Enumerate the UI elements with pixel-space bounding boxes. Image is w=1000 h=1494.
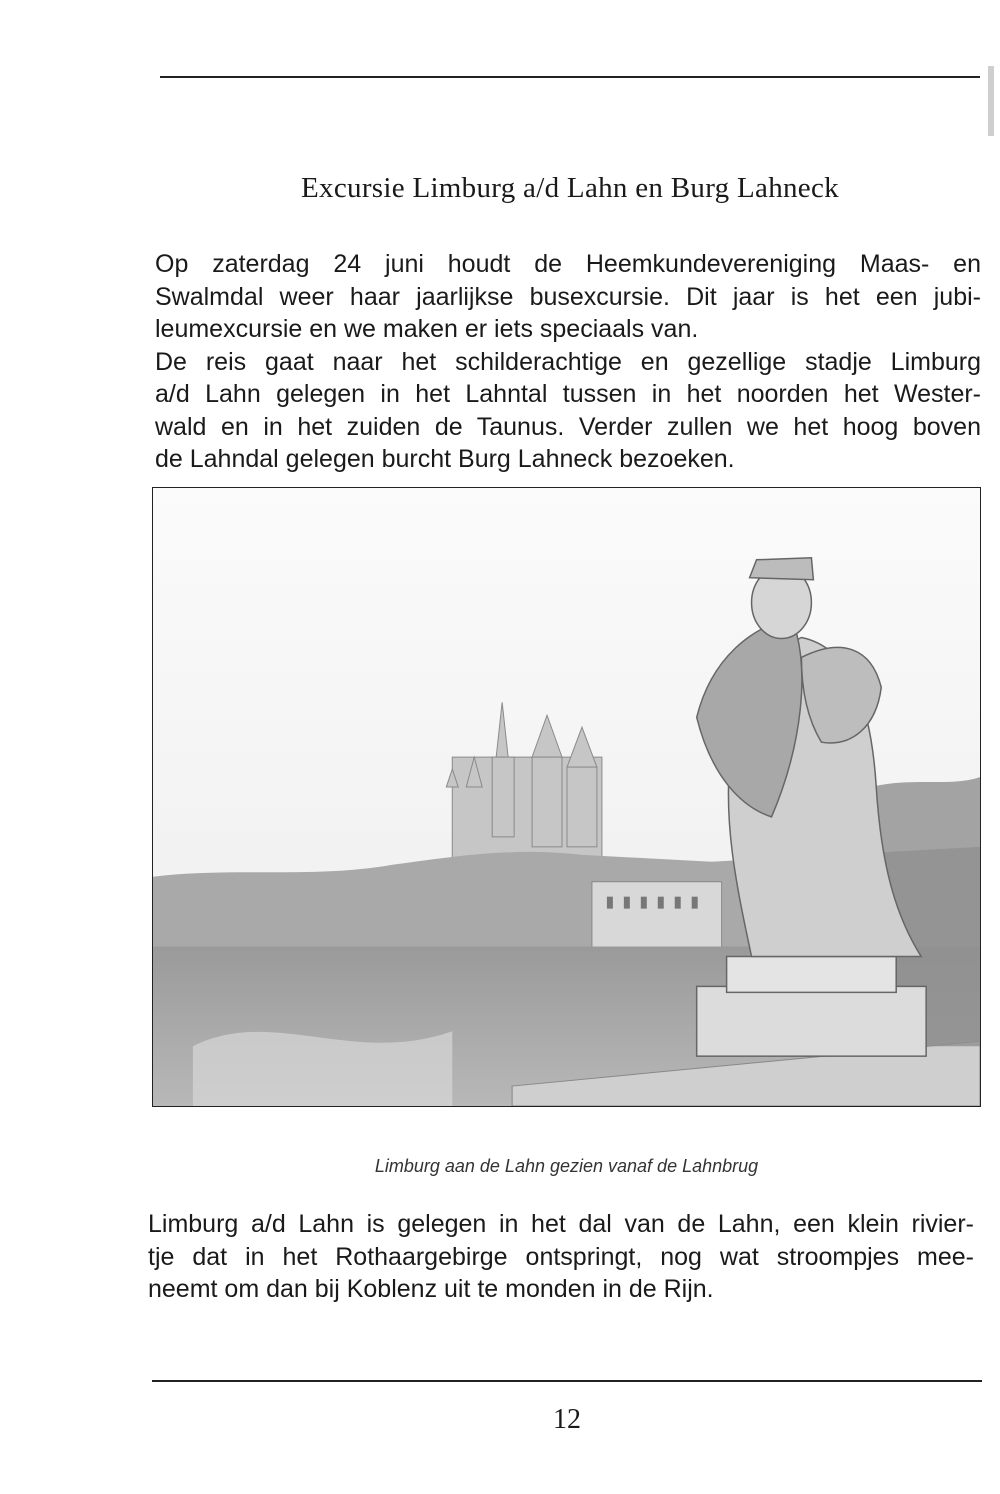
photo-caption: Limburg aan de Lahn gezien vanaf de Lahnbrug	[374, 1156, 759, 1176]
body-line: tje dat in het Rothaargebirge ontspringt, nog wat stroompjes mee-	[148, 1242, 974, 1271]
intro-line: Swalmdal weer haar jaarlijkse busexcursie. Dit jaar is het een jubi-	[155, 282, 981, 311]
top-rule	[160, 76, 980, 78]
photo-limburg-cathedral-statue	[152, 487, 981, 1107]
intro-line: wald en in het zuiden de Taunus. Verder zullen we het hoog boven	[155, 412, 981, 441]
scan-edge-mark	[988, 66, 994, 136]
intro-line: Op zaterdag 24 juni houdt de Heemkundevereniging Maas- en	[155, 250, 981, 278]
bottom-rule	[152, 1380, 982, 1382]
page-number: 12	[553, 1404, 581, 1435]
body-line: Limburg a/d Lahn is gelegen in het dal van de Lahn, een klein rivier-	[148, 1210, 974, 1238]
intro-line: a/d Lahn gelegen in het Lahntal tussen in het noorden het Wester-	[155, 380, 981, 408]
photo-illustration	[153, 488, 980, 1106]
intro-line: De reis gaat naar het schilderachtige en gezellige stadje Limburg	[155, 347, 981, 376]
body-line: neemt om dan bij Koblenz uit te monden in de Rijn.	[148, 1275, 714, 1303]
intro-line: leumexcursie en we maken er iets speciaals van.	[155, 315, 699, 343]
intro-line: de Lahndal gelegen burcht Burg Lahneck bezoeken.	[155, 445, 735, 473]
body-paragraph	[148, 1208, 974, 1306]
intro-paragraph	[155, 248, 981, 476]
article-title: Excursie Limburg a/d Lahn en Burg Lahneck	[301, 172, 839, 204]
